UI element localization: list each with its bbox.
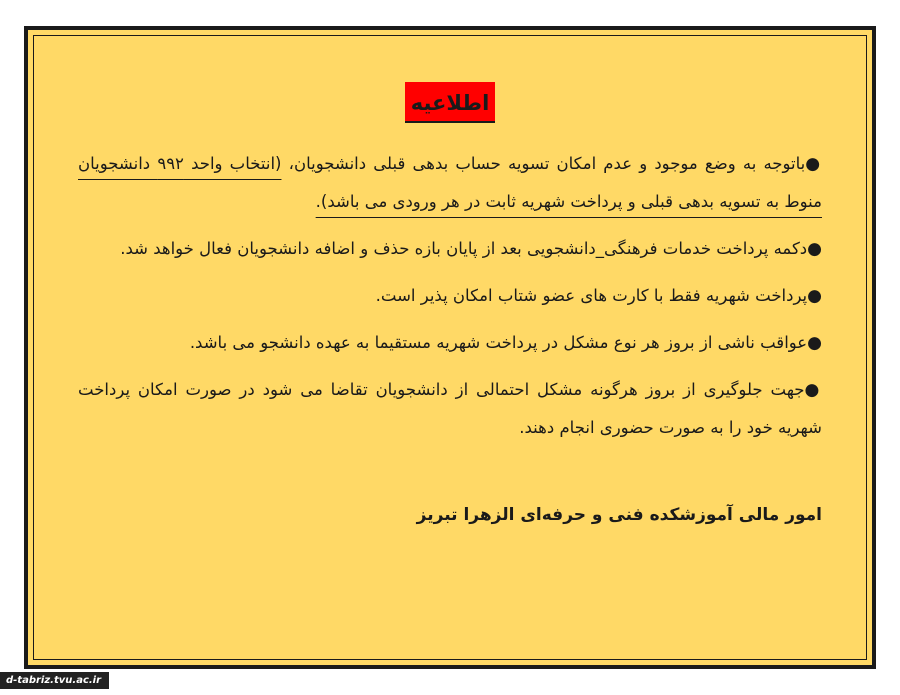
notice-title: اطلاعیه (405, 82, 496, 123)
notice-item-1-text: باتوجه به وضع موجود و عدم امکان تسویه حساب بدهی قبلی دانشجویان، (281, 154, 806, 173)
notice-signature: امور مالی آموزشکده فنی و حرفه‌ای الزهرا تبریز (416, 505, 822, 525)
bullet-icon: ● (807, 239, 822, 259)
notice-frame (24, 26, 876, 669)
notice-item-1 (78, 145, 822, 221)
bullet-icon: ● (805, 154, 822, 174)
notice-item-4-text: عواقب ناشی از بروز هر نوع مشکل در پرداخت شهریه مستقیما به عهده دانشجو می باشد. (189, 333, 808, 352)
notice-item-2-text: دکمه پرداخت خدمات فرهنگی_دانشجویی بعد از پایان بازه حذف و اضافه دانشجویان فعال خواهد شد. (120, 239, 808, 258)
notice-item-3-text: پرداخت شهریه فقط با کارت های عضو شتاب امکان پذیر است. (375, 286, 808, 305)
notice-item-1-underlined-text: (انتخاب واحد ۹۹۲ دانشجویان منوط به تسویه بدهی قبلی و پرداخت شهریه ثابت در هر ورودی می باشد). (78, 154, 822, 211)
bullet-icon: ● (804, 380, 822, 400)
notice-item-4 (78, 324, 822, 362)
notice-item-3 (78, 277, 822, 315)
notice-item-5 (78, 371, 822, 447)
notice-content (78, 82, 822, 525)
title-wrap (78, 82, 822, 123)
bullet-icon: ● (807, 333, 822, 353)
notice-item-2 (78, 230, 822, 268)
site-watermark: d-tabriz.tvu.ac.ir (0, 672, 109, 689)
bullet-icon: ● (807, 286, 822, 306)
notice-item-5-text: جهت جلوگیری از بروز هرگونه مشکل احتمالی از دانشجویان تقاضا می شود در صورت امکان پرداخت شهریه خود را به صورت حضوری انجام دهند. (78, 380, 822, 437)
